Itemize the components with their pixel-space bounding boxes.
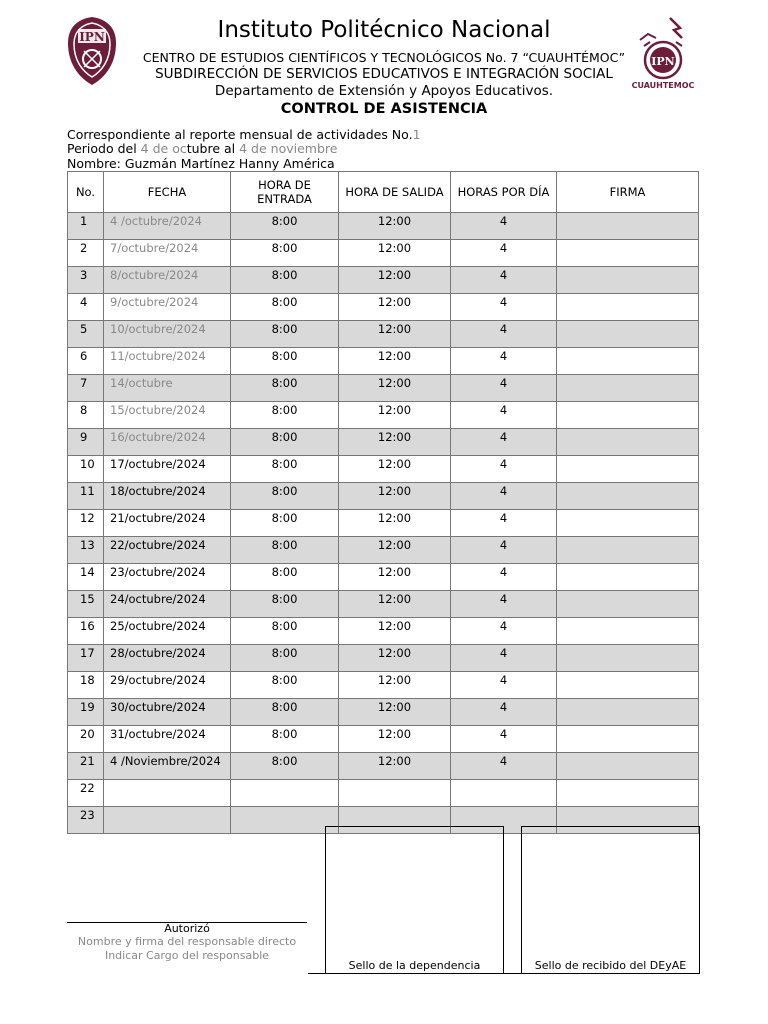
cell-fecha: 31/octubre/2024	[104, 726, 231, 753]
cell-fecha: 7/octubre/2024	[104, 240, 231, 267]
cell-horas: 4	[451, 456, 557, 483]
table-row	[68, 591, 699, 618]
cell-fecha: 10/octubre/2024	[104, 321, 231, 348]
cell-horas: 4	[451, 375, 557, 402]
cell-salida: 12:00	[339, 402, 451, 429]
cell-horas: 4	[451, 294, 557, 321]
cell-fecha: 23/octubre/2024	[104, 564, 231, 591]
logo-right-text: IPN	[651, 55, 675, 68]
cell-firma	[557, 348, 699, 375]
cell-fecha: 11/octubre/2024	[104, 348, 231, 375]
cell-salida: 12:00	[339, 429, 451, 456]
cell-salida: 12:00	[339, 375, 451, 402]
cell-no: 12	[68, 510, 104, 537]
cell-entrada: 8:00	[231, 510, 339, 537]
cell-firma	[557, 753, 699, 780]
cell-horas: 4	[451, 429, 557, 456]
cell-firma	[557, 294, 699, 321]
cell-firma	[557, 591, 699, 618]
col-header-horas: HORAS POR DÍA	[451, 172, 557, 213]
cell-entrada: 8:00	[231, 564, 339, 591]
cell-entrada: 8:00	[231, 726, 339, 753]
table-row	[68, 699, 699, 726]
cell-no: 21	[68, 753, 104, 780]
cell-entrada	[231, 780, 339, 807]
cell-no: 6	[68, 348, 104, 375]
cell-horas: 4	[451, 537, 557, 564]
cell-salida: 12:00	[339, 483, 451, 510]
table-row	[68, 348, 699, 375]
cell-fecha: 4 /octubre/2024	[104, 213, 231, 240]
cell-horas: 4	[451, 672, 557, 699]
cargo-label: Indicar Cargo del responsable	[104, 949, 270, 962]
cell-entrada: 8:00	[231, 402, 339, 429]
cell-entrada: 8:00	[231, 753, 339, 780]
table-row	[68, 726, 699, 753]
cell-no: 23	[68, 807, 104, 834]
cell-fecha: 25/octubre/2024	[104, 618, 231, 645]
cell-no: 11	[68, 483, 104, 510]
col-header-firma: FIRMA	[557, 172, 699, 213]
report-number: 1	[412, 127, 421, 142]
cell-firma	[557, 456, 699, 483]
table-row	[68, 618, 699, 645]
table-row	[68, 645, 699, 672]
document-title: CONTROL DE ASISTENCIA	[280, 101, 488, 117]
cell-fecha: 22/octubre/2024	[104, 537, 231, 564]
cell-firma	[557, 537, 699, 564]
cell-entrada: 8:00	[231, 672, 339, 699]
cell-salida: 12:00	[339, 240, 451, 267]
cell-firma	[557, 645, 699, 672]
cell-firma	[557, 672, 699, 699]
cell-horas: 4	[451, 213, 557, 240]
cell-entrada: 8:00	[231, 591, 339, 618]
cell-fecha: 15/octubre/2024	[104, 402, 231, 429]
cell-no: 17	[68, 645, 104, 672]
cell-entrada	[231, 807, 339, 834]
logo-left-text: IPN	[79, 30, 105, 44]
cell-no: 14	[68, 564, 104, 591]
report-label: Correspondiente al reporte mensual de actividades No.	[67, 127, 413, 142]
cell-horas: 4	[451, 483, 557, 510]
cell-no: 18	[68, 672, 104, 699]
table-row	[68, 780, 699, 807]
cell-no: 2	[68, 240, 104, 267]
cell-fecha: 9/octubre/2024	[104, 294, 231, 321]
cell-horas: 4	[451, 564, 557, 591]
cell-fecha: 17/octubre/2024	[104, 456, 231, 483]
cell-no: 22	[68, 780, 104, 807]
cell-entrada: 8:00	[231, 618, 339, 645]
cell-salida: 12:00	[339, 645, 451, 672]
cell-firma	[557, 483, 699, 510]
table-row	[68, 321, 699, 348]
period-c: tubre al	[186, 141, 240, 156]
cell-salida: 12:00	[339, 618, 451, 645]
cell-salida: 12:00	[339, 537, 451, 564]
cell-fecha	[104, 780, 231, 807]
cell-salida: 12:00	[339, 348, 451, 375]
cell-salida: 12:00	[339, 672, 451, 699]
cell-entrada: 8:00	[231, 240, 339, 267]
departamento-name: Departamento de Extensión y Apoyos Educativos.	[214, 83, 554, 99]
cell-no: 13	[68, 537, 104, 564]
cell-horas: 4	[451, 348, 557, 375]
table-row	[68, 483, 699, 510]
period-a: Periodo del	[67, 141, 141, 156]
cell-horas: 4	[451, 645, 557, 672]
cell-fecha: 29/octubre/2024	[104, 672, 231, 699]
table-row	[68, 240, 699, 267]
period-end: 4 de noviembre	[239, 141, 338, 156]
cell-entrada: 8:00	[231, 699, 339, 726]
cell-entrada: 8:00	[231, 294, 339, 321]
cell-no: 1	[68, 213, 104, 240]
cell-no: 5	[68, 321, 104, 348]
cell-salida: 12:00	[339, 456, 451, 483]
cell-firma	[557, 321, 699, 348]
cell-no: 4	[68, 294, 104, 321]
attendance-table	[67, 171, 699, 834]
cell-salida: 12:00	[339, 699, 451, 726]
cell-salida: 12:00	[339, 294, 451, 321]
logo-right-caption: CUAUHTEMOC	[631, 81, 695, 90]
cell-horas: 4	[451, 267, 557, 294]
cell-no: 7	[68, 375, 104, 402]
table-row	[68, 564, 699, 591]
cell-salida: 12:00	[339, 753, 451, 780]
cell-firma	[557, 699, 699, 726]
report-line	[67, 127, 421, 142]
cell-horas	[451, 780, 557, 807]
table-row	[68, 402, 699, 429]
institution-title: Instituto Politécnico Nacional	[217, 17, 551, 43]
col-header-fecha: FECHA	[104, 172, 231, 213]
cell-entrada: 8:00	[231, 537, 339, 564]
table-row	[68, 375, 699, 402]
cell-entrada: 8:00	[231, 483, 339, 510]
table-row	[68, 753, 699, 780]
cell-salida: 12:00	[339, 510, 451, 537]
cell-firma	[557, 510, 699, 537]
cell-fecha: 28/octubre/2024	[104, 645, 231, 672]
table-row	[68, 456, 699, 483]
cell-firma	[557, 267, 699, 294]
table-row	[68, 267, 699, 294]
cell-firma	[557, 375, 699, 402]
cell-horas: 4	[451, 402, 557, 429]
cell-salida: 12:00	[339, 564, 451, 591]
sello-recibido-label: Sello de recibido del DEyAE	[534, 959, 687, 972]
cell-firma	[557, 213, 699, 240]
center-name: CENTRO DE ESTUDIOS CIENTÍFICOS Y TECNOLÓGICOS No. 7 “CUAUHTÉMOC”	[142, 50, 626, 65]
sello-dependencia-box	[325, 826, 504, 974]
table-header-row	[68, 172, 699, 213]
cell-fecha: 18/octubre/2024	[104, 483, 231, 510]
cell-horas: 4	[451, 753, 557, 780]
table-row	[68, 672, 699, 699]
cell-salida	[339, 780, 451, 807]
table-row	[68, 537, 699, 564]
cell-firma	[557, 726, 699, 753]
cell-horas: 4	[451, 240, 557, 267]
cell-fecha: 16/octubre/2024	[104, 429, 231, 456]
cell-salida: 12:00	[339, 591, 451, 618]
cell-salida: 12:00	[339, 321, 451, 348]
cell-no: 9	[68, 429, 104, 456]
cell-entrada: 8:00	[231, 321, 339, 348]
table-row	[68, 429, 699, 456]
cell-firma	[557, 240, 699, 267]
cell-no: 10	[68, 456, 104, 483]
col-header-entrada: HORA DE ENTRADA	[231, 172, 339, 213]
student-name: Nombre: Guzmán Martínez Hanny América	[67, 156, 335, 171]
cell-salida: 12:00	[339, 267, 451, 294]
cell-salida: 12:00	[339, 726, 451, 753]
cell-horas: 4	[451, 321, 557, 348]
cell-fecha: 24/octubre/2024	[104, 591, 231, 618]
cell-fecha: 8/octubre/2024	[104, 267, 231, 294]
cell-entrada: 8:00	[231, 429, 339, 456]
cell-fecha: 21/octubre/2024	[104, 510, 231, 537]
cell-horas: 4	[451, 618, 557, 645]
sello-recibido-box	[521, 826, 700, 974]
cell-horas: 4	[451, 591, 557, 618]
cell-entrada: 8:00	[231, 267, 339, 294]
period-line	[67, 141, 337, 156]
cell-fecha: 14/octubre	[104, 375, 231, 402]
cell-entrada: 8:00	[231, 213, 339, 240]
responsable-label: Nombre y firma del responsable directo	[77, 935, 297, 948]
cell-entrada: 8:00	[231, 456, 339, 483]
stamp-base-line	[308, 973, 700, 974]
table-row	[68, 510, 699, 537]
cell-horas: 4	[451, 510, 557, 537]
col-header-no: No.	[68, 172, 104, 213]
cell-firma	[557, 402, 699, 429]
cell-fecha: 4 /Noviembre/2024	[104, 753, 231, 780]
cell-firma	[557, 780, 699, 807]
cell-horas: 4	[451, 699, 557, 726]
cell-no: 20	[68, 726, 104, 753]
table-row	[68, 213, 699, 240]
table-row	[68, 294, 699, 321]
cell-firma	[557, 564, 699, 591]
autorizo-label: Autorizó	[164, 922, 210, 935]
cell-fecha	[104, 807, 231, 834]
cell-no: 16	[68, 618, 104, 645]
cell-entrada: 8:00	[231, 645, 339, 672]
cell-entrada: 8:00	[231, 375, 339, 402]
cell-no: 3	[68, 267, 104, 294]
subdireccion-name: SUBDIRECCIÓN DE SERVICIOS EDUCATIVOS E INTEGRACIÓN SOCIAL	[155, 66, 613, 82]
cell-firma	[557, 618, 699, 645]
cell-entrada: 8:00	[231, 348, 339, 375]
period-start: 4 de oc	[140, 141, 187, 156]
cell-firma	[557, 429, 699, 456]
cell-salida: 12:00	[339, 213, 451, 240]
sello-dependencia-label: Sello de la dependencia	[348, 959, 481, 972]
cell-no: 19	[68, 699, 104, 726]
cell-no: 8	[68, 402, 104, 429]
cell-no: 15	[68, 591, 104, 618]
col-header-salida: HORA DE SALIDA	[339, 172, 451, 213]
cell-fecha: 30/octubre/2024	[104, 699, 231, 726]
cell-horas: 4	[451, 726, 557, 753]
